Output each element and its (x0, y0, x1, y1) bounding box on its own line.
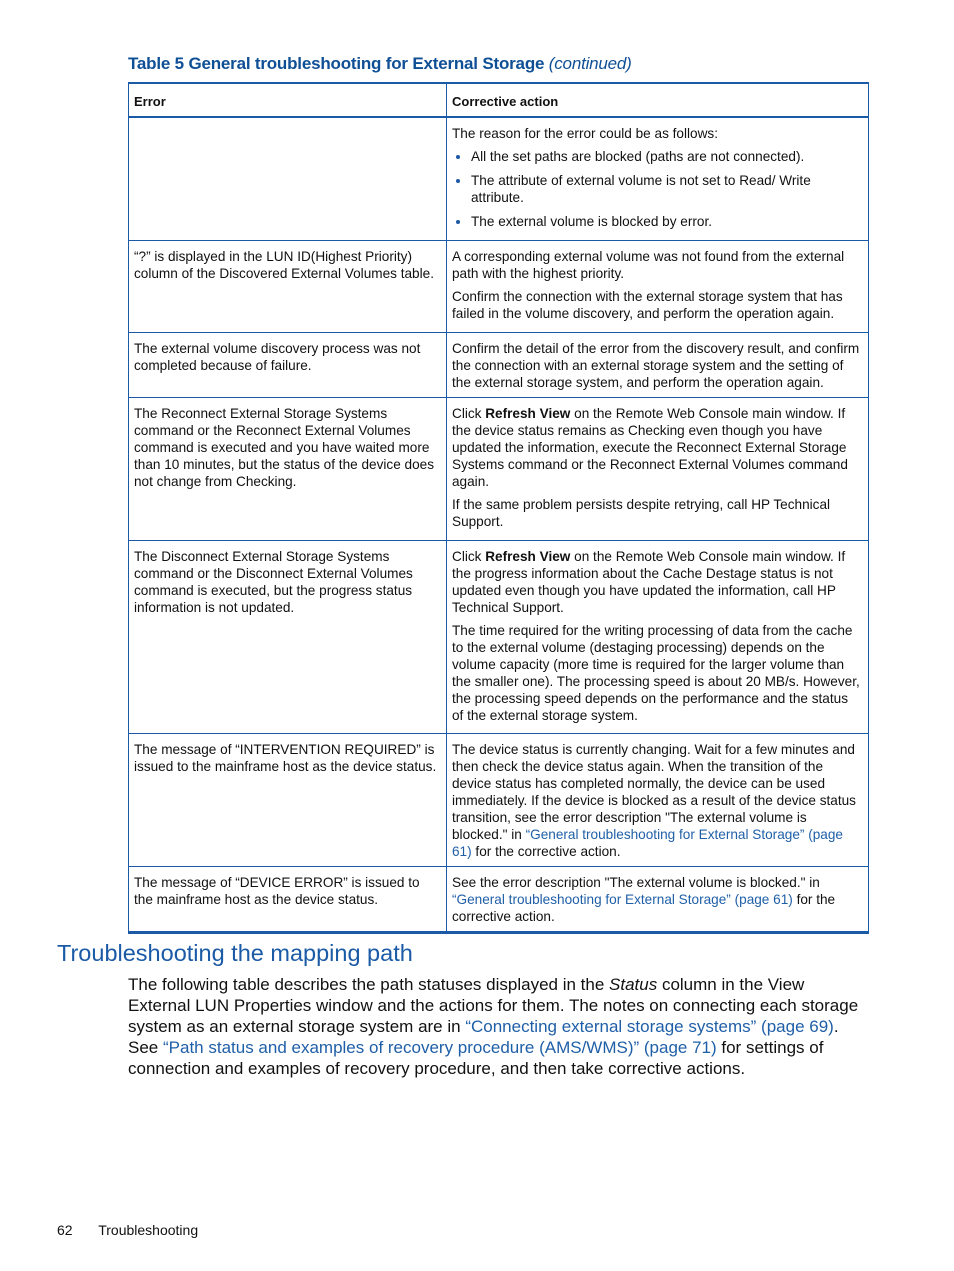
action-cell (447, 397, 869, 540)
action-paragraph (452, 405, 863, 490)
header-corrective-action: Corrective action (447, 83, 869, 117)
action-cell (447, 117, 869, 240)
error-cell: The external volume discovery process was not completed because of failure. (129, 332, 447, 397)
error-cell (129, 117, 447, 240)
action-cell (447, 733, 869, 866)
action-intro: The reason for the error could be as follows: (452, 126, 718, 141)
action-paragraph (452, 874, 863, 925)
action-paragraph: Confirm the connection with the external storage system that has failed in the volume discovery, and perform the operation again. (452, 288, 843, 321)
table-row (129, 240, 869, 332)
refresh-view-label: Refresh View (485, 548, 571, 564)
table-caption (128, 54, 632, 74)
action-paragraph: A corresponding external volume was not found from the external path with the highest priority. (452, 248, 845, 281)
text-run: Click (452, 548, 486, 564)
text-run: See the error description "The external volume is blocked." in (452, 874, 820, 890)
text-run: . See (128, 1017, 839, 1057)
table-row (129, 540, 869, 733)
general-troubleshooting-link[interactable]: “General troubleshooting for External Storage” (page 61) (452, 891, 793, 907)
action-paragraph: Confirm the detail of the error from the discovery result, and confirm the connection with an external storage system and the setting of the external storage system, and perform the operation again. (452, 340, 860, 390)
general-troubleshooting-link[interactable]: “General troubleshooting for External Storage” (page 61) (452, 826, 843, 859)
page-number: 62 (57, 1222, 73, 1238)
text-run: column in the View External LUN Properties window and the actions for them. The notes on connecting each storage system as an external storage system are in (128, 975, 859, 1036)
troubleshooting-table (128, 82, 869, 934)
text-run: for the corrective action. (471, 843, 621, 859)
action-paragraph (452, 548, 863, 616)
header-error: Error (129, 83, 447, 117)
text-run: The following table describes the path statuses displayed in the (128, 975, 610, 994)
reason-item: • The attribute of external volume is not set to Read/ Write attribute. (471, 172, 863, 206)
table-row (129, 117, 869, 240)
footer-label: Troubleshooting (98, 1222, 199, 1238)
error-cell: The message of “INTERVENTION REQUIRED” is issued to the mainframe host as the device status. (129, 733, 447, 866)
table-row (129, 866, 869, 932)
table-row (129, 332, 869, 397)
section-body-paragraph (128, 974, 870, 1079)
table-header-row (129, 83, 869, 117)
error-cell: The Reconnect External Storage Systems command or the Reconnect External Volumes command is executed and you have waited more than 10 minutes, but the status of the device does not change from Checking. (129, 397, 447, 540)
table-caption-continued: (continued) (548, 54, 632, 73)
text-run: for the corrective action. (452, 891, 836, 924)
text-run: for settings of connection and examples of recovery procedure, and then take corrective actions. (128, 1038, 824, 1078)
page-footer (57, 1222, 198, 1238)
action-paragraph (452, 741, 863, 860)
text-run: on the Remote Web Console main window. If the progress information about the Cache Destage status is not updated even though you have updated the information, call HP Technical Support. (452, 548, 846, 615)
table-caption-title: Table 5 General troubleshooting for External Storage (128, 54, 545, 73)
table-row (129, 397, 869, 540)
reason-list (452, 148, 863, 230)
action-cell (447, 332, 869, 397)
reason-item: • The external volume is blocked by error. (471, 213, 863, 230)
error-cell: “?” is displayed in the LUN ID(Highest Priority) column of the Discovered External Volumes table. (129, 240, 447, 332)
reason-item: • All the set paths are blocked (paths are not connected). (471, 148, 863, 165)
text-run: The device status is currently changing. Wait for a few minutes and then check the device status again. When the transition of the device status has completed normally, the device can be used immediately. If the device is blocked as a result of the device status transition, see the error description "The external volume is blocked." in (452, 741, 856, 842)
table-row (129, 733, 869, 866)
text-run: Click (452, 405, 486, 421)
text-run: on the Remote Web Console main window. If the device status remains as Checking even though you have updated the information, execute the Reconnect External Storage Systems command or the Reconnect External Volumes command again. (452, 405, 848, 489)
path-status-link[interactable]: “Path status and examples of recovery procedure (AMS/WMS)” (page 71) (162, 1038, 717, 1057)
status-italic: Status (609, 975, 658, 994)
action-cell (447, 866, 869, 932)
action-paragraph: If the same problem persists despite retrying, call HP Technical Support. (452, 496, 831, 529)
error-cell: The Disconnect External Storage Systems command or the Disconnect External Volumes command is executed, but the progress status information is not updated. (129, 540, 447, 733)
action-cell (447, 540, 869, 733)
section-heading: Troubleshooting the mapping path (57, 940, 413, 966)
action-cell (447, 240, 869, 332)
connecting-external-storage-link[interactable]: “Connecting external storage systems” (page 69) (465, 1017, 834, 1036)
refresh-view-label: Refresh View (485, 405, 571, 421)
action-paragraph: The time required for the writing processing of data from the cache to the external volume (destaging processing) depends on the volume capacity (more time is required for the larger volume than the smaller one). The processing speed is about 20 MB/s. However, the processing speed depends on the performance and the status of the external storage system. (452, 622, 860, 723)
error-cell: The message of “DEVICE ERROR” is issued to the mainframe host as the device status. (129, 866, 447, 932)
